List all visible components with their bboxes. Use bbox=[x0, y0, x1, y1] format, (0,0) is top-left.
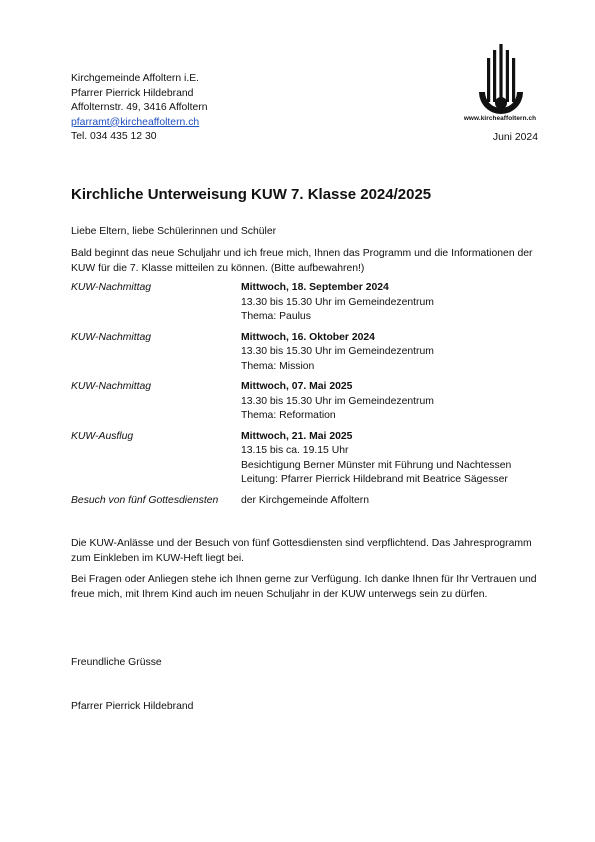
letter-date: Juni 2024 bbox=[492, 132, 538, 143]
sender-street: Affolternstr. 49, 3416 Affoltern bbox=[71, 102, 208, 113]
event-date: Mittwoch, 18. September 2024 bbox=[241, 282, 389, 293]
event-description: Besichtigung Berner Münster mit Führung und Nachtessen bbox=[241, 459, 512, 471]
event-time: 13.15 bis ca. 19.15 Uhr bbox=[241, 445, 349, 456]
event-item bbox=[71, 331, 541, 375]
email-link[interactable]: pfarramt@kircheaffoltern.ch bbox=[71, 116, 200, 128]
event-date: Mittwoch, 16. Oktober 2024 bbox=[241, 331, 375, 343]
letter-title: Kirchliche Unterweisung KUW 7. Klasse 2024/2025 bbox=[71, 186, 432, 203]
event-item bbox=[71, 494, 541, 509]
signature-name: Pfarrer Pierrick Hildebrand bbox=[71, 701, 194, 712]
sender-phone: Tel. 034 435 12 30 bbox=[71, 131, 157, 142]
event-topic: Thema: Paulus bbox=[241, 311, 311, 322]
event-date: Mittwoch, 21. Mai 2025 bbox=[241, 430, 353, 442]
event-label: Besuch von fünf Gottesdiensten bbox=[71, 494, 219, 506]
sender-pastor: Pfarrer Pierrick Hildebrand bbox=[71, 87, 194, 99]
event-topic: Thema: Reformation bbox=[241, 410, 336, 421]
event-label: KUW-Nachmittag bbox=[71, 282, 152, 293]
event-time: 13.30 bis 15.30 Uhr im Gemeindezentrum bbox=[241, 346, 434, 357]
intro-paragraph: Bald beginnt das neue Schuljahr und ich freue mich, Ihnen das Programm und die Informationen der KUW für die 7. Klasse mitteilen zu können. (Bitte aufbewahren!) bbox=[71, 248, 533, 274]
event-description: der Kirchgemeinde Affoltern bbox=[241, 494, 370, 506]
event-time: 13.30 bis 15.30 Uhr im Gemeindezentrum bbox=[241, 395, 434, 407]
logo-website-text: www.kircheaffoltern.ch bbox=[463, 115, 537, 122]
event-time: 13.30 bis 15.30 Uhr im Gemeindezentrum bbox=[241, 296, 434, 308]
event-label: KUW-Ausflug bbox=[71, 430, 134, 442]
event-item bbox=[71, 380, 541, 424]
sender-parish: Kirchgemeinde Affoltern i.E. bbox=[71, 73, 200, 84]
event-item bbox=[71, 281, 541, 325]
greeting: Liebe Eltern, liebe Schülerinnen und Schüler bbox=[71, 226, 277, 237]
sender-address bbox=[71, 72, 208, 145]
event-item bbox=[71, 430, 541, 488]
event-schedule bbox=[71, 281, 541, 514]
event-leadership: Leitung: Pfarrer Pierrick Hildebrand mit Beatrice Sägesser bbox=[241, 474, 508, 485]
event-label: KUW-Nachmittag bbox=[71, 381, 152, 392]
closing-text: Freundliche Grüsse bbox=[71, 657, 162, 668]
contact-paragraph: Bei Fragen oder Anliegen stehe ich Ihnen gerne zur Verfügung. Ich danke Ihnen für Ihr Vertrauen und freue mich, mit Ihrem Kind auch im neuen Schuljahr in der KUW unterwegs sein zu dürfen. bbox=[71, 574, 537, 600]
event-topic: Thema: Mission bbox=[241, 360, 315, 372]
obligation-paragraph: Die KUW-Anlässe und der Besuch von fünf Gottesdiensten sind verpflichtend. Das Jahresprogramm zum Einkleben im KUW-Heft liegt bei. bbox=[71, 538, 532, 564]
event-date: Mittwoch, 07. Mai 2025 bbox=[241, 381, 353, 392]
event-label: KUW-Nachmittag bbox=[71, 331, 152, 343]
